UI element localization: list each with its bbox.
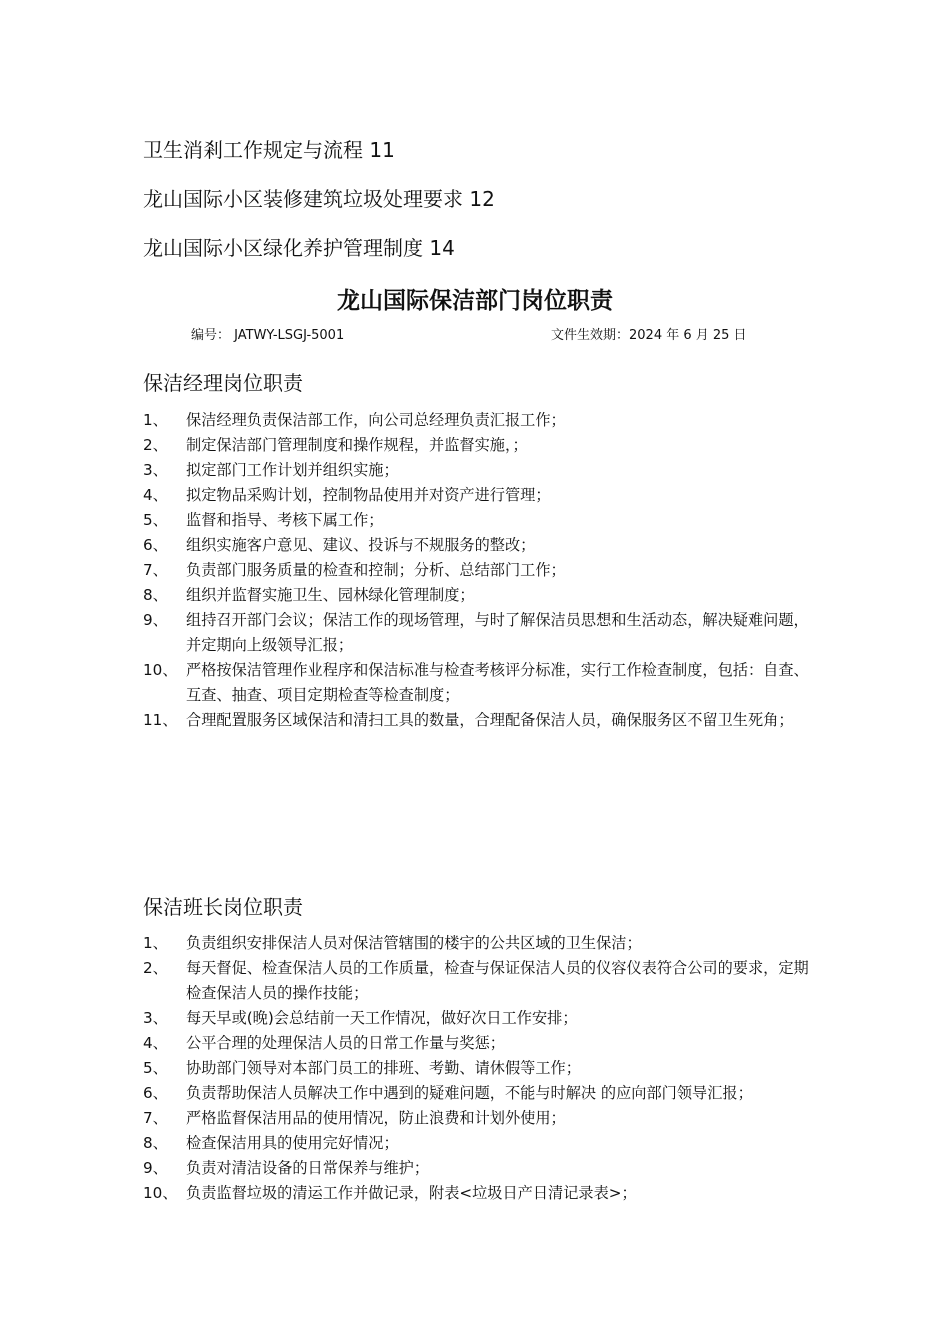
item-number: 6、 [143,536,168,554]
item-text: 组织实施客户意见、建议、投诉与不规服务的整改； [186,536,536,554]
item-text: 负责组织安排保洁人员对保洁管辖围的楼宇的公共区域的卫生保洁； [186,934,642,952]
list-item [143,583,823,608]
list-item [143,1031,823,1056]
item-text: 负责监督垃圾的清运工作并做记录，附表<垃圾日产日清记录表>； [186,1184,637,1202]
toc-line: 龙山国际小区装修建筑垃圾处理要求 12 [143,187,495,211]
item-number: 2、 [143,436,168,454]
item-number: 10、 [143,1184,178,1202]
list-item [143,1156,823,1181]
item-text: 拟定部门工作计划并组织实施； [186,461,399,479]
list-item [143,1081,823,1106]
document-title: 龙山国际保洁部门岗位职责 [337,288,613,314]
item-text: 负责帮助保洁人员解决工作中遇到的疑难问题，不能与时解决 的应向部门领导汇报； [186,1084,753,1102]
list-item [143,483,823,508]
item-number: 5、 [143,511,168,529]
list-item [143,608,823,658]
section-title-team-leader: 保洁班长岗位职责 [143,895,303,919]
list-item [143,433,823,458]
list-item [143,408,823,433]
item-text: 合理配置服务区域保洁和清扫工具的数量，合理配备保洁人员，确保服务区不留卫生死角； [186,711,794,729]
toc-line: 龙山国际小区绿化养护管理制度 14 [143,236,455,260]
item-text: 协助部门领导对本部门员工的排班、考勤、请休假等工作； [186,1059,581,1077]
item-text: 保洁经理负责保洁部工作，向公司总经理负责汇报工作； [186,411,566,429]
list-item [143,658,823,708]
item-text: 拟定物品采购计划，控制物品使用并对资产进行管理； [186,486,551,504]
section-title-manager: 保洁经理岗位职责 [143,371,303,395]
toc-line: 卫生消剎工作规定与流程 11 [143,138,395,162]
item-number: 9、 [143,1159,168,1177]
item-text: 公平合理的处理保洁人员的日常工作量与奖惩； [186,1034,505,1052]
manager-duties-list [143,408,823,733]
list-item [143,458,823,483]
list-item [143,1006,823,1031]
list-item [143,1056,823,1081]
item-text: 组持召开部门会议；保洁工作的现场管理，与时了解保洁员思想和生活动态，解决疑难问题，并定期向上级领导汇报； [186,611,809,654]
item-text: 严格按保洁管理作业程序和保洁标准与检查考核评分标准，实行工作检查制度，包括：自查、互查、抽查、项目定期检查等检查制度； [186,661,809,704]
item-text: 监督和指导、考核下属工作； [186,511,384,529]
item-number: 7、 [143,1109,168,1127]
item-number: 1、 [143,411,168,429]
document-code: 编号： JATWY-LSGJ-5001 [191,328,345,343]
item-number: 7、 [143,561,168,579]
item-number: 3、 [143,1009,168,1027]
item-number: 2、 [143,959,168,977]
item-number: 9、 [143,611,168,629]
list-item [143,931,823,956]
effective-date: 文件生效期：2024 年 6 月 25 日 [551,328,747,343]
list-item [143,533,823,558]
item-text: 每天早或(晚)会总结前一天工作情况，做好次日工作安排； [186,1009,578,1027]
item-text: 严格监督保洁用品的使用情况，防止浪费和计划外使用； [186,1109,566,1127]
item-number: 6、 [143,1084,168,1102]
list-item [143,558,823,583]
list-item [143,708,823,733]
item-number: 8、 [143,1134,168,1152]
list-item [143,1181,823,1206]
item-text: 每天督促、检查保洁人员的工作质量，检查与保证保洁人员的仪容仪表符合公司的要求，定期检查保洁人员的操作技能； [186,959,809,1002]
list-item [143,508,823,533]
item-number: 1、 [143,934,168,952]
item-number: 5、 [143,1059,168,1077]
item-number: 4、 [143,1034,168,1052]
item-number: 8、 [143,586,168,604]
item-number: 3、 [143,461,168,479]
list-item [143,1106,823,1131]
item-text: 负责部门服务质量的检查和控制；分析、总结部门工作； [186,561,566,579]
item-number: 4、 [143,486,168,504]
item-number: 11、 [143,711,178,729]
list-item [143,1131,823,1156]
item-text: 负责对清洁设备的日常保养与维护； [186,1159,429,1177]
item-text: 组织并监督实施卫生、园林绿化管理制度； [186,586,475,604]
item-text: 检查保洁用具的使用完好情况； [186,1134,399,1152]
item-number: 10、 [143,661,178,679]
list-item [143,956,823,1006]
item-text: 制定保洁部门管理制度和操作规程，并监督实施，； [186,436,528,454]
team-leader-duties-list [143,931,823,1206]
